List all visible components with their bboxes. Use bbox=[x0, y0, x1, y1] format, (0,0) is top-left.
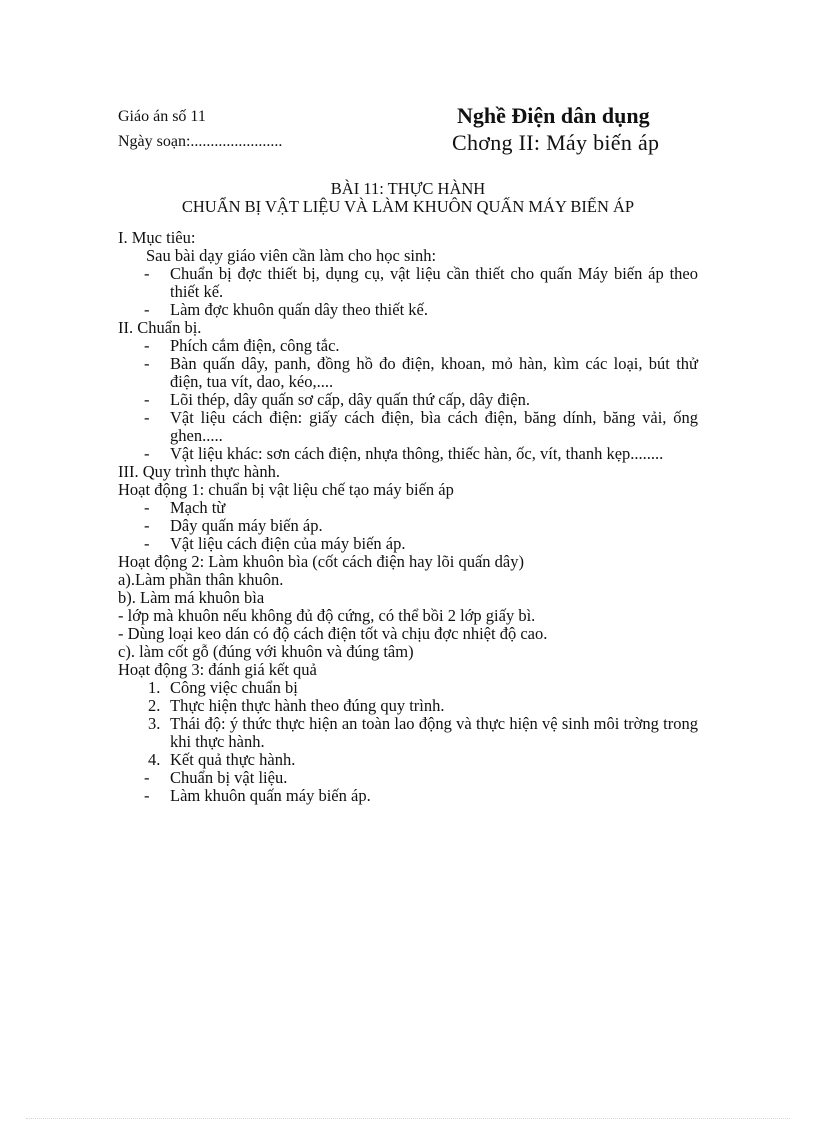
list-item-text: Vật liệu cách điện: giấy cách điện, bìa cách điện, băng dính, băng vải, ống ghen..... bbox=[170, 408, 698, 445]
numbered-item-text: Thái độ: ý thức thực hiện an toàn lao động và thực hiện vệ sinh môi trờng trong khi thực hành. bbox=[170, 714, 698, 751]
lesson-title: BÀI 11: THỰC HÀNH bbox=[330, 179, 486, 198]
section-heading: II. Chuẩn bị. bbox=[118, 318, 202, 337]
list-item-text: Vật liệu cách điện của máy biến áp. bbox=[170, 534, 406, 553]
numbered-item bbox=[118, 715, 698, 751]
dash-marker: - bbox=[144, 390, 150, 409]
date-prepared: Ngày soạn:....................... bbox=[118, 133, 283, 150]
section-intro: Sau bài dạy giáo viên cần làm cho học sinh: bbox=[146, 246, 437, 265]
body-line: - Dùng loại keo dán có độ cách điện tốt và chịu đợc nhiệt độ cao. bbox=[118, 624, 548, 643]
body-line: c). làm cốt gỗ (đúng với khuôn và đúng tâm) bbox=[118, 642, 414, 661]
list-item bbox=[118, 535, 698, 553]
dash-marker: - bbox=[144, 444, 150, 463]
list-item-text: Dây quấn máy biến áp. bbox=[170, 516, 323, 535]
numbered-item bbox=[118, 697, 698, 715]
number-marker: 3. bbox=[148, 714, 161, 733]
dash-marker: - bbox=[144, 768, 150, 787]
dash-marker: - bbox=[144, 300, 150, 319]
dash-marker: - bbox=[144, 264, 150, 283]
list-item bbox=[118, 265, 698, 301]
numbered-item bbox=[118, 751, 698, 769]
list-item bbox=[118, 517, 698, 535]
dash-marker: - bbox=[144, 498, 150, 517]
list-item bbox=[118, 337, 698, 355]
section-heading: I. Mục tiêu: bbox=[118, 228, 196, 247]
list-item-text: Vật liệu khác: sơn cách điện, nhựa thông, thiếc hàn, ốc, vít, thanh kẹp........ bbox=[170, 444, 664, 463]
dash-marker: - bbox=[144, 336, 150, 355]
number-marker: 2. bbox=[148, 696, 161, 715]
list-item bbox=[118, 499, 698, 517]
dash-marker: - bbox=[144, 516, 150, 535]
activity-heading: Hoạt động 3: đánh giá kết quả bbox=[118, 660, 317, 679]
list-item bbox=[118, 301, 698, 319]
list-item-text: Phích cắm điện, công tắc. bbox=[170, 336, 340, 355]
number-marker: 1. bbox=[148, 678, 161, 697]
dash-marker: - bbox=[144, 786, 150, 805]
body-line: - lớp mà khuôn nếu không đủ độ cứng, có thể bồi 2 lớp giấy bì. bbox=[118, 606, 536, 625]
body-line: a).Làm phần thân khuôn. bbox=[118, 570, 284, 589]
activity-heading: Hoạt động 1: chuẩn bị vật liệu chế tạo máy biến áp bbox=[118, 480, 454, 499]
activity-heading: Hoạt động 2: Làm khuôn bìa (cốt cách điện hay lõi quấn dây) bbox=[118, 552, 524, 571]
document-body bbox=[118, 229, 698, 805]
numbered-item bbox=[118, 679, 698, 697]
list-item-text: Bàn quấn dây, panh, đồng hồ đo điện, khoan, mỏ hàn, kìm các loại, bút thử điện, tua vít, dao, kéo,.... bbox=[170, 354, 698, 391]
list-item bbox=[118, 391, 698, 409]
lesson-number: Giáo án số 11 bbox=[118, 108, 206, 125]
chapter-title: Chơng II: Máy biến áp bbox=[452, 130, 660, 155]
lesson-subtitle: CHUẨN BỊ VẬT LIỆU VÀ LÀM KHUÔN QUẤN MÁY BIẾN ÁP bbox=[181, 197, 635, 216]
list-item-text: Làm đợc khuôn quấn dây theo thiết kế. bbox=[170, 300, 428, 319]
dash-marker: - bbox=[144, 534, 150, 553]
list-item bbox=[118, 445, 698, 463]
list-item bbox=[118, 769, 698, 787]
list-item bbox=[118, 409, 698, 445]
numbered-item-text: Thực hiện thực hành theo đúng quy trình. bbox=[170, 696, 445, 715]
body-line: b). Làm má khuôn bìa bbox=[118, 588, 265, 607]
list-item-text: Mạch từ bbox=[170, 498, 226, 517]
list-item bbox=[118, 787, 698, 805]
dash-marker: - bbox=[144, 354, 150, 373]
list-item bbox=[118, 355, 698, 391]
list-item-text: Chuẩn bị đợc thiết bị, dụng cụ, vật liệu cần thiết cho quấn Máy biến áp theo thiết kế. bbox=[170, 264, 698, 301]
numbered-item-text: Công việc chuẩn bị bbox=[170, 678, 298, 697]
dash-marker: - bbox=[144, 408, 150, 427]
page-footer-rule bbox=[26, 1118, 790, 1119]
section-heading: III. Quy trình thực hành. bbox=[118, 462, 280, 481]
list-item-text: Làm khuôn quấn máy biến áp. bbox=[170, 786, 371, 805]
list-item-text: Chuẩn bị vật liệu. bbox=[170, 768, 288, 787]
number-marker: 4. bbox=[148, 750, 161, 769]
subject-title: Nghề Điện dân dụng bbox=[457, 103, 650, 128]
list-item-text: Lõi thép, dây quấn sơ cấp, dây quấn thứ cấp, dây điện. bbox=[170, 390, 530, 409]
numbered-item-text: Kết quả thực hành. bbox=[170, 750, 296, 769]
